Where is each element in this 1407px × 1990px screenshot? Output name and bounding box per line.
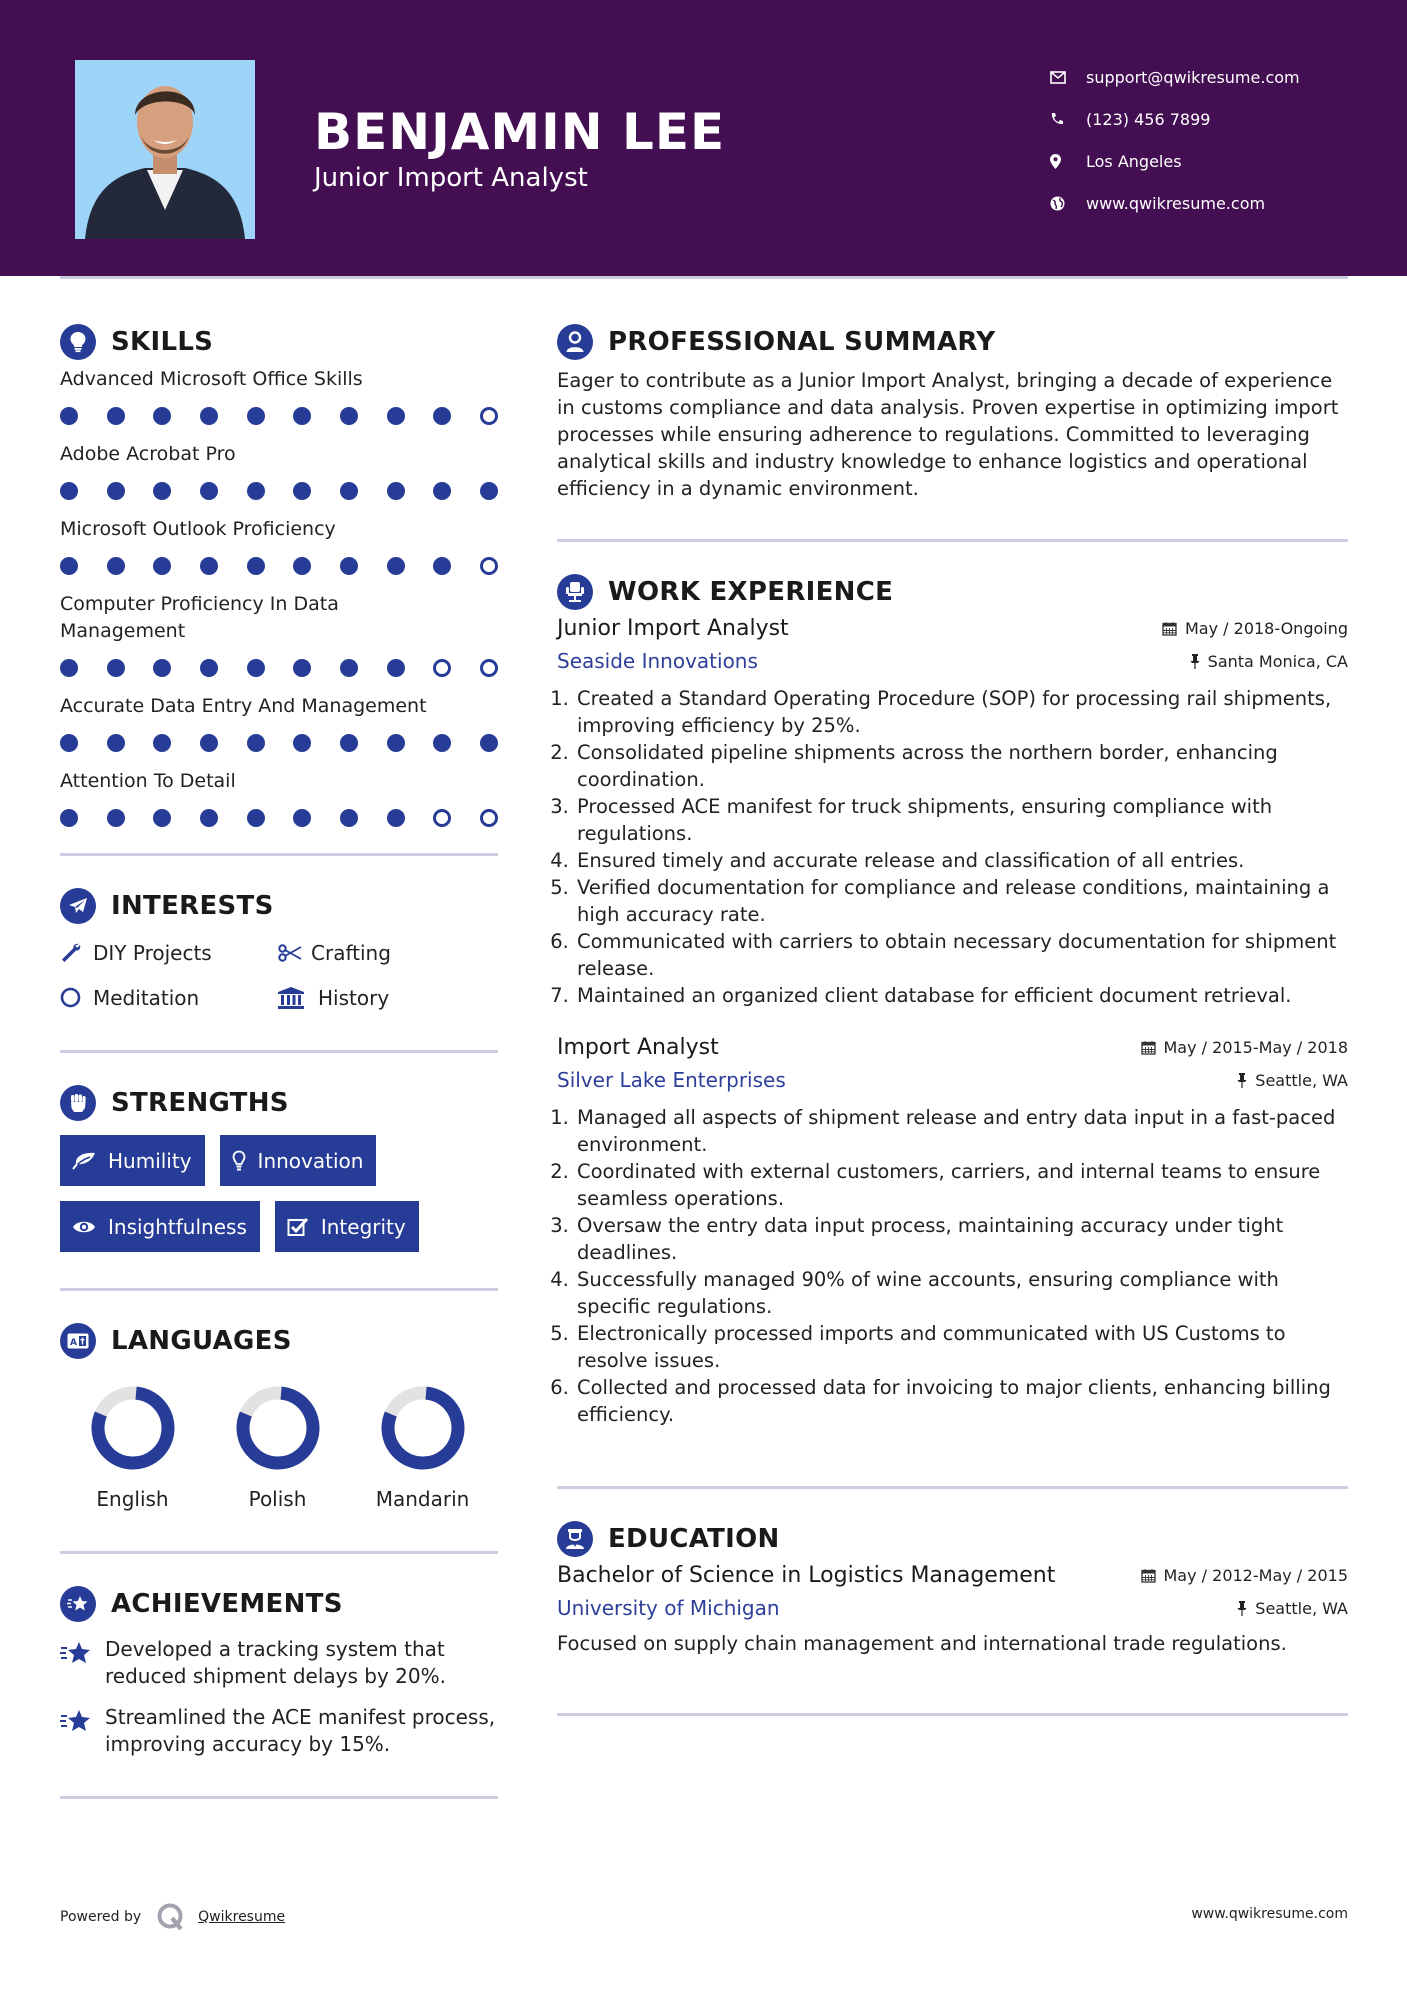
rating-dot-filled	[200, 809, 218, 827]
calendar-icon	[1162, 621, 1177, 636]
rating-dot-filled	[153, 734, 171, 752]
job-header	[557, 1035, 1348, 1060]
achievement-text: Streamlined the ACE manifest process, improving accuracy by 15%.	[105, 1705, 496, 1756]
resume-header	[0, 0, 1407, 276]
rating-dot-filled	[200, 734, 218, 752]
museum-icon	[278, 987, 318, 1009]
left-column	[60, 320, 498, 1799]
rating-dot-filled	[293, 557, 311, 575]
checkbox-icon	[287, 1217, 309, 1237]
rating-dot-filled	[293, 809, 311, 827]
summary-heading	[557, 320, 1348, 364]
contact-phone-text: (123) 456 7899	[1086, 109, 1211, 129]
rating-dot-filled	[293, 659, 311, 677]
svg-text:A: A	[70, 1338, 77, 1348]
company-name: Seaside Innovations	[557, 649, 758, 673]
rating-dot-filled	[107, 407, 125, 425]
rating-dot-filled	[153, 482, 171, 500]
achievement-item	[60, 1636, 498, 1690]
scissors-icon	[278, 944, 311, 962]
skills-heading	[60, 320, 498, 364]
interest-item	[278, 938, 498, 967]
contact-website-text: www.qwikresume.com	[1086, 193, 1266, 213]
skill-name: Advanced Microsoft Office Skills	[60, 368, 363, 390]
star-burst-icon	[60, 1586, 96, 1622]
language-item	[205, 1385, 350, 1511]
job-dates	[1162, 619, 1348, 638]
translate-icon	[60, 1323, 96, 1359]
job-entry	[557, 616, 1348, 1009]
strength-label: Integrity	[320, 1214, 406, 1239]
interests-list	[60, 938, 498, 1012]
section-divider	[60, 1551, 498, 1554]
job-bullet: 7. Maintained an organized client database for efficient document retrieval.	[575, 982, 1348, 1009]
languages-list	[60, 1385, 498, 1511]
map-pin-icon	[1050, 154, 1086, 169]
rating-dot-filled	[247, 557, 265, 575]
section-title: ACHIEVEMENTS	[111, 1589, 343, 1619]
company-name: Silver Lake Enterprises	[557, 1068, 786, 1092]
rating-dot-filled	[107, 482, 125, 500]
skill-rating	[60, 795, 498, 841]
language-item	[350, 1385, 495, 1511]
skill-name: Microsoft Outlook Proficiency	[60, 518, 336, 540]
section-title: SKILLS	[111, 327, 214, 357]
rating-dot-filled	[293, 734, 311, 752]
job-bullet: 4. Ensured timely and accurate release and classification of all entries.	[575, 847, 1348, 874]
job-bullets	[557, 685, 1348, 1009]
rating-dot-filled	[107, 659, 125, 677]
rating-dot-filled	[247, 659, 265, 677]
education-dates	[1141, 1566, 1349, 1585]
user-icon	[557, 324, 593, 360]
skill-rating	[60, 720, 498, 766]
envelope-icon	[1050, 71, 1086, 84]
rating-dot-filled	[107, 557, 125, 575]
interest-label: DIY Projects	[93, 940, 212, 965]
strength-label: Innovation	[257, 1148, 364, 1173]
rating-dot-filled	[60, 659, 78, 677]
phone-icon	[1050, 112, 1086, 126]
job-location-text: Santa Monica, CA	[1207, 651, 1348, 671]
job-bullet: 2. Consolidated pipeline shipments across the northern border, enhancing coordination.	[575, 739, 1348, 793]
rating-dot-empty	[433, 659, 451, 677]
language-label: Mandarin	[375, 1487, 470, 1511]
job-bullet: 4. Successfully managed 90% of wine accounts, ensuring compliance with specific regulations.	[575, 1266, 1348, 1320]
rating-dot-filled	[200, 482, 218, 500]
job-title: Junior Import Analyst	[557, 616, 789, 641]
contact-location-text: Los Angeles	[1086, 151, 1182, 171]
contact-location	[1050, 140, 1300, 182]
rating-dot-filled	[340, 407, 358, 425]
rating-dot-filled	[200, 659, 218, 677]
school-name: University of Michigan	[557, 1596, 780, 1620]
candidate-title: Junior Import Analyst	[314, 163, 588, 193]
skill-name: Attention To Detail	[60, 770, 236, 792]
rating-dot-filled	[433, 407, 451, 425]
rating-dot-filled	[387, 557, 405, 575]
interest-item	[60, 983, 278, 1012]
rating-dot-filled	[247, 482, 265, 500]
rating-dot-filled	[340, 482, 358, 500]
education-description: Focused on supply chain management and international trade regulations.	[557, 1632, 1287, 1655]
job-dates-text: May / 2015-May / 2018	[1163, 1038, 1348, 1057]
rating-dot-filled	[433, 482, 451, 500]
section-title: INTERESTS	[111, 891, 274, 921]
rating-dot-empty	[480, 557, 498, 575]
job-bullet: 5. Electronically processed imports and communicated with US Customs to resolve issues.	[575, 1320, 1348, 1374]
rating-dot-filled	[433, 734, 451, 752]
qwikresume-link[interactable]: Qwikresume	[198, 1909, 286, 1925]
section-divider	[557, 539, 1348, 542]
circle-icon	[60, 987, 93, 1008]
skill-name: Adobe Acrobat Pro	[60, 443, 236, 465]
language-donut-chart	[235, 1385, 321, 1471]
rating-dot-filled	[153, 659, 171, 677]
job-bullet: 1. Created a Standard Operating Procedure (SOP) for processing rail shipments, improving efficiency by 25%.	[575, 685, 1348, 739]
rating-dot-empty	[480, 407, 498, 425]
paper-plane-icon	[60, 888, 96, 924]
rating-dot-filled	[387, 659, 405, 677]
star-icon	[60, 1636, 105, 1690]
rating-dot-filled	[293, 482, 311, 500]
section-title: WORK EXPERIENCE	[608, 577, 894, 607]
job-bullets	[557, 1104, 1348, 1428]
strength-label: Insightfulness	[108, 1214, 247, 1239]
interest-item	[278, 983, 498, 1012]
rating-dot-filled	[107, 734, 125, 752]
interests-heading	[60, 884, 498, 928]
section-title: LANGUAGES	[111, 1326, 292, 1356]
rating-dot-filled	[387, 809, 405, 827]
contact-phone[interactable]	[1050, 98, 1300, 140]
contact-email-text: support@qwikresume.com	[1086, 67, 1300, 87]
powered-by-label: Powered by	[60, 1909, 142, 1925]
rating-dot-filled	[200, 557, 218, 575]
rating-dot-empty	[480, 659, 498, 677]
job-bullet: 2. Coordinated with external customers, carriers, and internal teams to ensure seamless operations.	[575, 1158, 1348, 1212]
interests-section	[60, 884, 498, 1053]
contact-list	[1050, 56, 1300, 224]
section-title: PROFESSIONAL SUMMARY	[608, 327, 996, 357]
rating-dot-filled	[340, 659, 358, 677]
office-chair-icon	[557, 574, 593, 610]
education-dates-text: May / 2012-May / 2015	[1163, 1566, 1348, 1585]
rating-dot-filled	[107, 809, 125, 827]
rating-dot-filled	[247, 734, 265, 752]
fist-icon	[60, 1085, 96, 1121]
degree-title: Bachelor of Science in Logistics Management	[557, 1563, 1056, 1588]
rating-dot-filled	[340, 734, 358, 752]
rating-dot-filled	[387, 734, 405, 752]
achievements-heading	[60, 1582, 498, 1626]
footer-powered-by	[60, 1902, 285, 1932]
interest-label: History	[318, 985, 390, 1010]
job-subheader	[557, 649, 1348, 673]
section-divider	[557, 1713, 1348, 1716]
education-header	[557, 1563, 1348, 1588]
graduate-icon	[557, 1521, 593, 1557]
rating-dot-filled	[153, 407, 171, 425]
rating-dot-filled	[293, 407, 311, 425]
job-header	[557, 616, 1348, 641]
calendar-icon	[1141, 1040, 1156, 1055]
rating-dot-filled	[60, 734, 78, 752]
skills-list	[60, 366, 498, 841]
rating-dot-filled	[340, 557, 358, 575]
section-divider	[60, 1796, 498, 1799]
rating-dot-filled	[153, 809, 171, 827]
rating-dot-filled	[60, 809, 78, 827]
leaf-icon	[72, 1152, 96, 1170]
language-item	[60, 1385, 205, 1511]
rating-dot-filled	[60, 482, 78, 500]
section-divider	[60, 1050, 498, 1053]
strength-tag	[60, 1135, 205, 1186]
language-label: English	[96, 1487, 169, 1511]
profile-photo	[75, 60, 255, 239]
language-donut-chart	[90, 1385, 176, 1471]
job-location-text: Seattle, WA	[1255, 1070, 1348, 1090]
strengths-section	[60, 1081, 498, 1291]
rating-dot-filled	[480, 734, 498, 752]
achievements-section	[60, 1582, 498, 1799]
strength-label: Humility	[108, 1148, 192, 1173]
job-dates	[1141, 1038, 1349, 1057]
interest-label: Crafting	[311, 940, 391, 965]
interest-item	[60, 938, 278, 967]
globe-icon	[1050, 196, 1086, 211]
skill-rating	[60, 468, 498, 514]
language-label: Polish	[248, 1487, 307, 1511]
section-divider	[557, 1486, 1348, 1489]
calendar-icon	[1141, 1568, 1156, 1583]
education-subheader	[557, 1596, 1348, 1620]
achievement-item	[60, 1704, 498, 1758]
summary-text: Eager to contribute as a Junior Import Analyst, bringing a decade of experience in customs compliance and data analysis. Proven expertise in optimizing import processes while ensuring adherence to regulations. Committed to leveraging analytical skills and industry knowledge to enhance logistics and operational efficiency in a dynamic environment.	[557, 369, 1339, 500]
rating-dot-empty	[480, 809, 498, 827]
language-donut-chart	[380, 1385, 466, 1471]
skill-rating	[60, 645, 498, 691]
education-section	[557, 1517, 1348, 1716]
skill-name: Accurate Data Entry And Management	[60, 695, 427, 717]
job-bullet: 3. Oversaw the entry data input process, maintaining accuracy under tight deadlines.	[575, 1212, 1348, 1266]
pushpin-icon	[1237, 1073, 1247, 1088]
job-bullet: 3. Processed ACE manifest for truck shipments, ensuring compliance with regulations.	[575, 793, 1348, 847]
rating-dot-empty	[433, 809, 451, 827]
rating-dot-filled	[387, 482, 405, 500]
achievement-text: Developed a tracking system that reduced shipment delays by 20%.	[105, 1637, 446, 1688]
skill-rating	[60, 393, 498, 439]
rating-dot-filled	[480, 482, 498, 500]
rating-dot-filled	[340, 809, 358, 827]
rating-dot-filled	[433, 557, 451, 575]
skill-rating	[60, 543, 498, 589]
strength-tag	[275, 1201, 419, 1252]
strengths-tags	[60, 1135, 498, 1252]
summary-section	[557, 320, 1348, 542]
rating-dot-filled	[200, 407, 218, 425]
star-icon	[60, 1704, 105, 1758]
interest-label: Meditation	[93, 985, 200, 1010]
lightbulb-icon	[232, 1150, 246, 1172]
wrench-icon	[60, 942, 93, 964]
rating-dot-filled	[247, 407, 265, 425]
qwikresume-logo-icon	[156, 1902, 186, 1932]
education-location-text: Seattle, WA	[1255, 1598, 1348, 1618]
section-divider	[60, 853, 498, 856]
section-divider	[60, 1288, 498, 1291]
job-dates-text: May / 2018-Ongoing	[1185, 619, 1348, 638]
job-location	[1237, 1071, 1348, 1090]
pushpin-icon	[1190, 654, 1200, 669]
job-subheader	[557, 1068, 1348, 1092]
footer-website[interactable]: www.qwikresume.com	[1191, 1906, 1348, 1922]
section-title: STRENGTHS	[111, 1088, 289, 1118]
languages-heading	[60, 1319, 498, 1363]
job-bullet: 5. Verified documentation for compliance and release conditions, maintaining a high accuracy rate.	[575, 874, 1348, 928]
right-column	[557, 320, 1348, 1716]
strengths-heading	[60, 1081, 498, 1125]
rating-dot-filled	[247, 809, 265, 827]
lightbulb-icon	[60, 324, 96, 360]
job-bullet: 6. Communicated with carriers to obtain necessary documentation for shipment release.	[575, 928, 1348, 982]
rating-dot-filled	[387, 407, 405, 425]
eye-icon	[72, 1219, 96, 1235]
skill-name: Computer Proficiency In Data Management	[60, 593, 339, 642]
rating-dot-filled	[60, 407, 78, 425]
pushpin-icon	[1237, 1601, 1247, 1616]
header-divider	[60, 276, 1348, 279]
job-bullet: 6. Collected and processed data for invoicing to major clients, enhancing billing efficiency.	[575, 1374, 1348, 1428]
job-location	[1190, 652, 1348, 671]
job-bullet: 1. Managed all aspects of shipment release and entry data input in a fast-paced environment.	[575, 1104, 1348, 1158]
skills-section	[60, 320, 498, 856]
contact-email[interactable]	[1050, 56, 1300, 98]
languages-section	[60, 1319, 498, 1554]
education-location	[1237, 1599, 1348, 1618]
strength-tag	[220, 1135, 377, 1186]
strength-tag	[60, 1201, 260, 1252]
job-title: Import Analyst	[557, 1035, 719, 1060]
candidate-name: BENJAMIN LEE	[314, 103, 726, 161]
section-title: EDUCATION	[608, 1524, 780, 1554]
job-entry	[557, 1035, 1348, 1428]
contact-website[interactable]	[1050, 182, 1300, 224]
rating-dot-filled	[153, 557, 171, 575]
experience-heading	[557, 570, 1348, 614]
education-heading	[557, 1517, 1348, 1561]
experience-section	[557, 570, 1348, 1489]
rating-dot-filled	[60, 557, 78, 575]
